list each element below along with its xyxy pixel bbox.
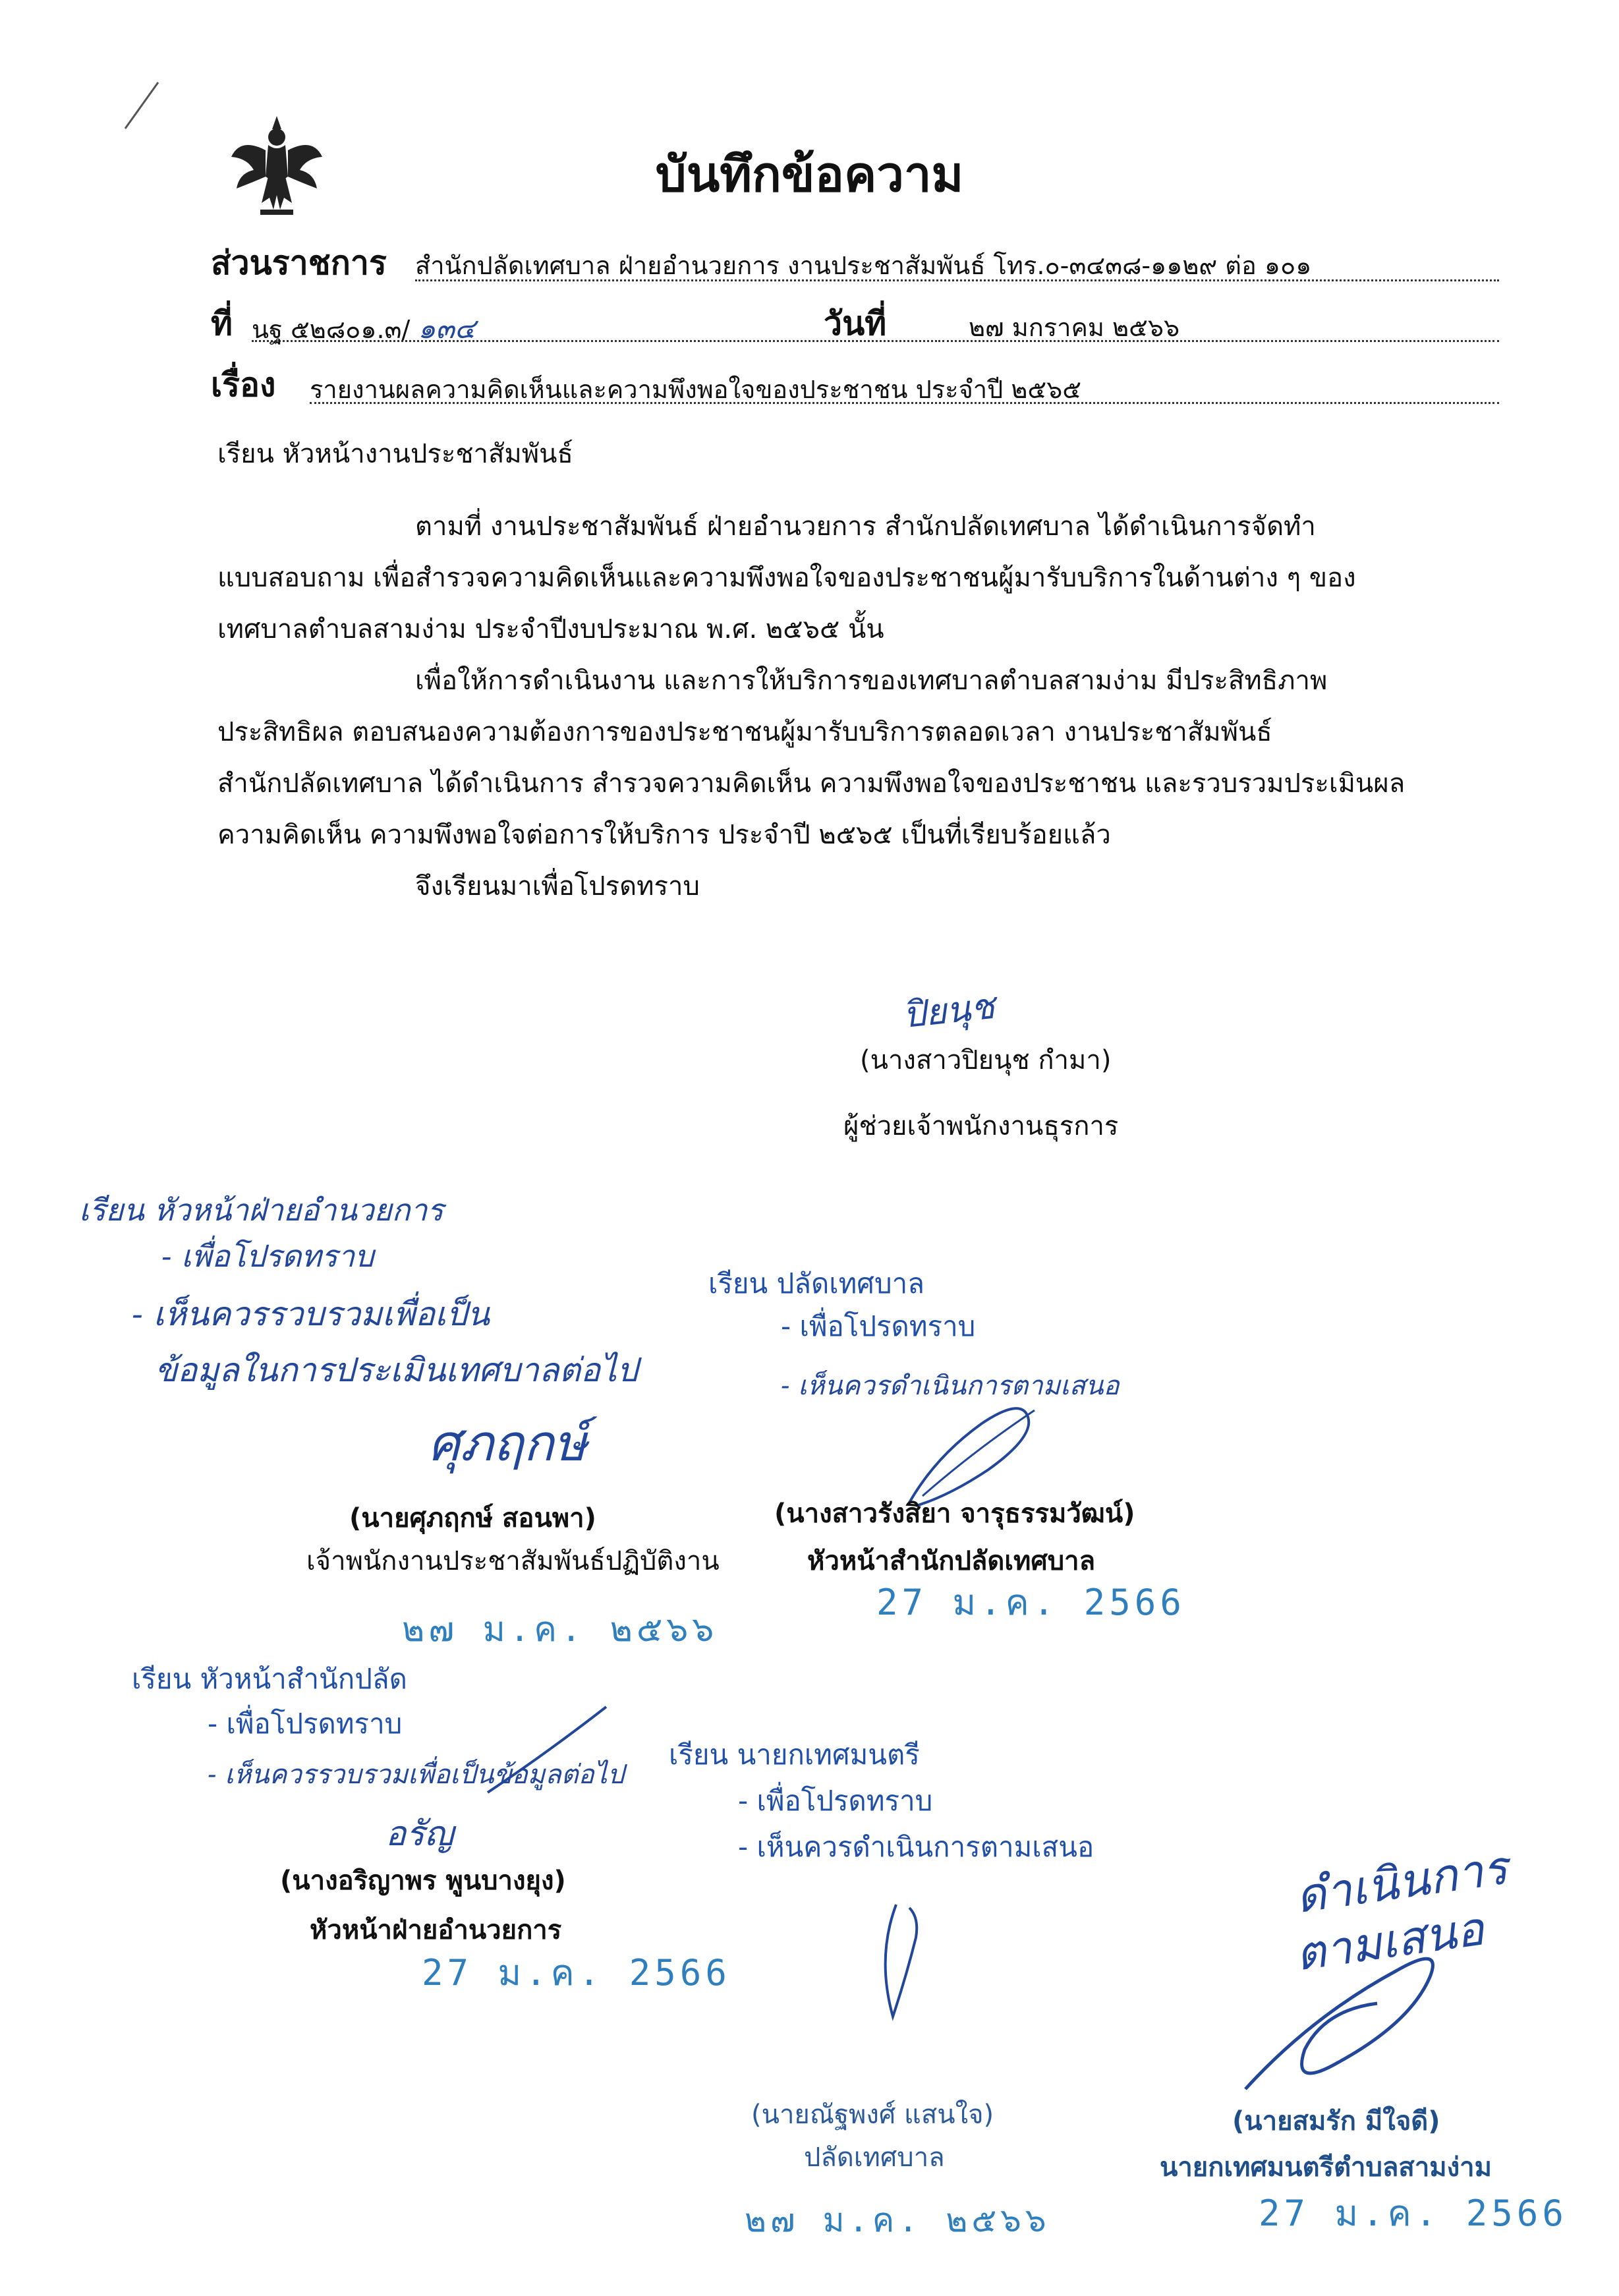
note1-to: เรียน หัวหน้าฝ่ายอำนวยการ xyxy=(79,1192,444,1228)
note2-name: (นางสาวรังสิยา จารุธรรมวัฒน์) xyxy=(774,1499,1135,1529)
note1-comment-line-1: - เห็นควรรวบรวมเพื่อเป็น xyxy=(132,1295,490,1333)
date-field xyxy=(942,307,1499,342)
note4-date-stamp: ๒๗ ม.ค. ๒๕๖๖ xyxy=(745,2201,1050,2239)
paragraph-1-line-2: แบบสอบถาม เพื่อสำรวจความคิดเห็นและความพึงพอใจของประชาชนผู้มารับบริการในด้านต่าง ๆ ของ xyxy=(217,563,1356,593)
note3-for: - เพื่อโปรดทราบ xyxy=(208,1708,403,1740)
subject-label: เรื่อง xyxy=(211,366,276,404)
mayor-handwritten-line-1: ดำเนินการ xyxy=(1292,1840,1511,1924)
note1-comment-line-2: ข้อมูลในการประเมินเทศบาลต่อไป xyxy=(155,1351,638,1389)
note2-position: หัวหน้าสำนักปลัดเทศบาล xyxy=(807,1546,1096,1576)
mayor-name: (นายสมรัก มีใจดี) xyxy=(1232,2106,1440,2137)
note4-position: ปลัดเทศบาล xyxy=(804,2142,945,2173)
subject-field xyxy=(310,369,1499,404)
note2-date-stamp: 27 ม.ค. 2566 xyxy=(876,1582,1185,1623)
note1-for: - เพื่อโปรดทราบ xyxy=(161,1238,374,1274)
note4-signature xyxy=(857,1898,936,2023)
note3-comment: - เห็นควรรวบรวมเพื่อเป็นข้อมูลต่อไป xyxy=(208,1760,625,1790)
memo-title: บันทึกข้อความ xyxy=(655,146,964,203)
signer-position: ผู้ช่วยเจ้าพนักงานธุรการ xyxy=(843,1111,1119,1141)
subject-value: รายงานผลความคิดเห็นและความพึงพอใจของประชาชน ประจำปี ๒๕๖๕ xyxy=(310,375,1082,404)
paragraph-2-line-1: เพื่อให้การดำเนินงาน และการให้บริการของเทศบาลตำบลสามง่าม มีประสิทธิภาพ xyxy=(415,666,1328,696)
note1-position: เจ้าพนักงานประชาสัมพันธ์ปฏิบัติงาน xyxy=(306,1546,720,1576)
note1-name: (นายศุภฤกษ์ สอนพา) xyxy=(349,1503,596,1534)
pen-mark xyxy=(122,79,161,132)
note4-to: เรียน นายกเทศมนตรี xyxy=(669,1738,920,1771)
note2-comment: - เห็นควรดำเนินการตามเสนอ xyxy=(781,1371,1120,1401)
note2-for: - เพื่อโปรดทราบ xyxy=(781,1310,976,1342)
note4-comment: - เห็นควรดำเนินการตามเสนอ xyxy=(738,1831,1094,1863)
department-field xyxy=(415,245,1499,281)
date-label: วันที่ xyxy=(824,304,887,343)
mayor-handwritten-line-2: ตามเสนอ xyxy=(1292,1901,1487,1982)
note3-position: หัวหน้าฝ่ายอำนวยการ xyxy=(310,1915,562,1945)
signer-name: (นางสาวปิยนุช กำมา) xyxy=(860,1045,1112,1076)
date-value: ๒๗ มกราคม ๒๕๖๖ xyxy=(969,313,1180,342)
paragraph-2-line-2: ประสิทธิผล ตอบสนองความต้องการของประชาชนผู้มารับบริการตลอดเวลา งานประชาสัมพันธ์ xyxy=(217,717,1272,747)
note3-signature: อรัญ xyxy=(385,1814,454,1854)
note4-name: (นายณัฐพงศ์ แสนใจ) xyxy=(751,2100,994,2130)
department-label: ส่วนราชการ xyxy=(211,244,387,282)
note3-date-stamp: 27 ม.ค. 2566 xyxy=(422,1952,731,1994)
department-value: สำนักปลัดเทศบาล ฝ่ายอำนวยการ งานประชาสัมพันธ์ โทร.๐-๓๔๓๘-๑๑๒๙ ต่อ ๑๐๑ xyxy=(415,251,1312,280)
mayor-position: นายกเทศมนตรีตำบลสามง่าม xyxy=(1160,2152,1492,2183)
paragraph-2-line-4: ความคิดเห็น ความพึงพอใจต่อการให้บริการ ประจำปี ๒๕๖๕ เป็นที่เรียบร้อยแล้ว xyxy=(217,820,1111,850)
note4-for: - เพื่อโปรดทราบ xyxy=(738,1785,933,1817)
paragraph-2-line-3: สำนักปลัดเทศบาล ได้ดำเนินการ สำรวจความคิดเห็น ความพึงพอใจของประชาชน และรวบรวมประเมินผล xyxy=(217,768,1406,799)
note2-to: เรียน ปลัดเทศบาล xyxy=(708,1267,924,1300)
note3-signature-stroke xyxy=(481,1700,613,1799)
paragraph-1-line-3: เทศบาลตำบลสามง่าม ประจำปีงบประมาณ พ.ศ. ๒๕๖๕ นั้น xyxy=(217,614,884,645)
reference-value: นฐ ๕๒๘๐๑.๓/ xyxy=(252,315,411,344)
reference-label: ที่ xyxy=(211,304,233,343)
mayor-date-stamp: 27 ม.ค. 2566 xyxy=(1259,2193,1568,2234)
note1-date-stamp: ๒๗ ม.ค. ๒๕๖๖ xyxy=(402,1610,718,1650)
reference-handwritten-number: ๑๓๔ xyxy=(418,312,476,345)
signer-signature: ปิยนุช xyxy=(901,985,997,1037)
closing-line: จึงเรียนมาเพื่อโปรดทราบ xyxy=(415,871,700,902)
salutation: เรียน หัวหน้างานประชาสัมพันธ์ xyxy=(217,439,573,469)
note3-to: เรียน หัวหน้าสำนักปลัด xyxy=(132,1663,407,1695)
body-text xyxy=(217,501,1509,912)
note3-name: (นางอริญาพร พูนบางยุง) xyxy=(280,1866,566,1896)
mayor-signature xyxy=(1232,1931,1456,2102)
paragraph-1-line-1: ตามที่ งานประชาสัมพันธ์ ฝ่ายอำนวยการ สำนักปลัดเทศบาล ได้ดำเนินการจัดทำ xyxy=(415,511,1316,542)
note1-signature: ศุภฤกษ์ xyxy=(428,1414,587,1472)
